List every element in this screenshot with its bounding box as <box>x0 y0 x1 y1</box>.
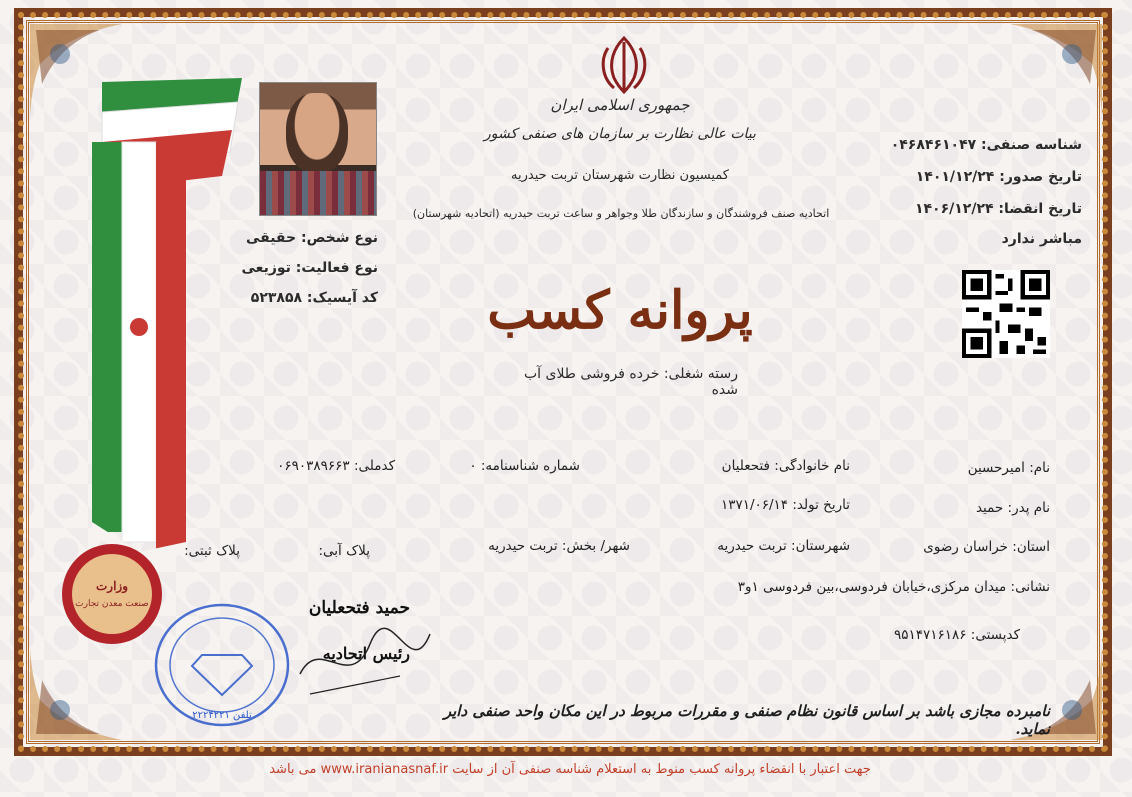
field-county: شهرستان: تربت حیدریه <box>717 538 850 554</box>
union-stamp <box>152 600 292 730</box>
corner-ornament-bottom-left <box>30 648 122 740</box>
field-address: نشانی: میدان مرکزی،خیابان فردوسی،بین فردوسی ۱و۳ <box>737 579 1050 595</box>
svg-text:وزارت: وزارت <box>95 579 129 593</box>
board-title: بیات عالی نظارت بر سازمان های صنفی کشور <box>484 126 756 142</box>
signatory-role: رئیس اتحادیه <box>322 644 410 663</box>
manager-status: مباشر ندارد <box>1001 231 1082 247</box>
field-province: استان: خراسان رضوی <box>923 539 1050 555</box>
field-id-number: شماره شناسنامه: ۰ <box>469 458 580 474</box>
field-birth-date: تاریخ تولد: ۱۳۷۱/۰۶/۱۴ <box>720 497 850 513</box>
field-last-name: نام خانوادگی: فتحعلیان <box>721 458 850 474</box>
svg-text:صنعت معدن تجارت: صنعت معدن تجارت <box>75 599 149 609</box>
owner-photo <box>259 82 377 216</box>
republic-title: جمهوری اسلامی ایران <box>550 96 690 114</box>
expiry-date: تاریخ انقضا: ۱۴۰۶/۱۲/۲۴ <box>914 201 1082 217</box>
document-title: پروانه کسب <box>487 280 753 341</box>
field-first-name: نام: امیرحسین <box>967 460 1050 476</box>
photo-face <box>286 93 348 173</box>
field-national-code: کدملی: ۰۶۹۰۳۸۹۶۶۳ <box>277 458 395 474</box>
qr-code[interactable] <box>962 270 1050 358</box>
iran-emblem-icon <box>596 34 652 94</box>
field-blue-plate: پلاک آبی: <box>318 543 370 559</box>
field-postal-code: کدپستی: ۹۵۱۴۷۱۶۱۸۶ <box>894 627 1020 643</box>
isic-code: کد آیسیک: ۵۲۳۸۵۸ <box>250 290 378 306</box>
activity-type: نوع فعالیت: توزیعی <box>241 260 378 276</box>
commission-title: کمیسیون نظارت شهرستان تربت حیدریه <box>511 168 729 183</box>
photo-shirt <box>260 171 376 215</box>
person-type: نوع شخص: حقیقی <box>245 230 378 246</box>
ministry-seal <box>60 542 164 646</box>
verification-note: جهت اعتبار با انقضاء پروانه کسب منوط به استعلام شناسه صنفی آن از سایت www.iranianasnaf.ir می باشد <box>269 762 871 777</box>
flag-ribbon <box>62 72 252 592</box>
field-father-name: نام پدر: حمید <box>975 500 1050 516</box>
footer-legal-note: نامبرده مجازی باشد بر اساس قانون نظام صنفی و مقررات مربوط در این مکان واحد صنفی دایر نماید. <box>443 702 1050 738</box>
handwritten-signature-icon <box>290 614 440 704</box>
svg-text:تلفن ۲۲۲۴۲۲۱: تلفن ۲۲۲۴۲۲۱ <box>192 710 252 721</box>
field-registered-plate: پلاک ثبتی: <box>184 543 240 559</box>
signatory-name: حمید فتحعلیان <box>308 598 410 618</box>
issue-date: تاریخ صدور: ۱۴۰۱/۱۲/۲۴ <box>915 169 1082 185</box>
corner-ornament-top-right <box>1010 24 1102 116</box>
field-city: شهر/ بخش: تربت حیدریه <box>488 538 630 554</box>
guild-id: شناسه صنفی: ۰۴۶۸۴۶۱۰۴۷ <box>890 137 1082 153</box>
job-category: رسته شغلی: خرده فروشی طلای آب شده <box>523 366 738 398</box>
union-title: اتحادیه صنف فروشندگان و سازندگان طلا وجواهر و ساعت تربت حیدریه (اتحادیه شهرستان) <box>412 207 830 220</box>
